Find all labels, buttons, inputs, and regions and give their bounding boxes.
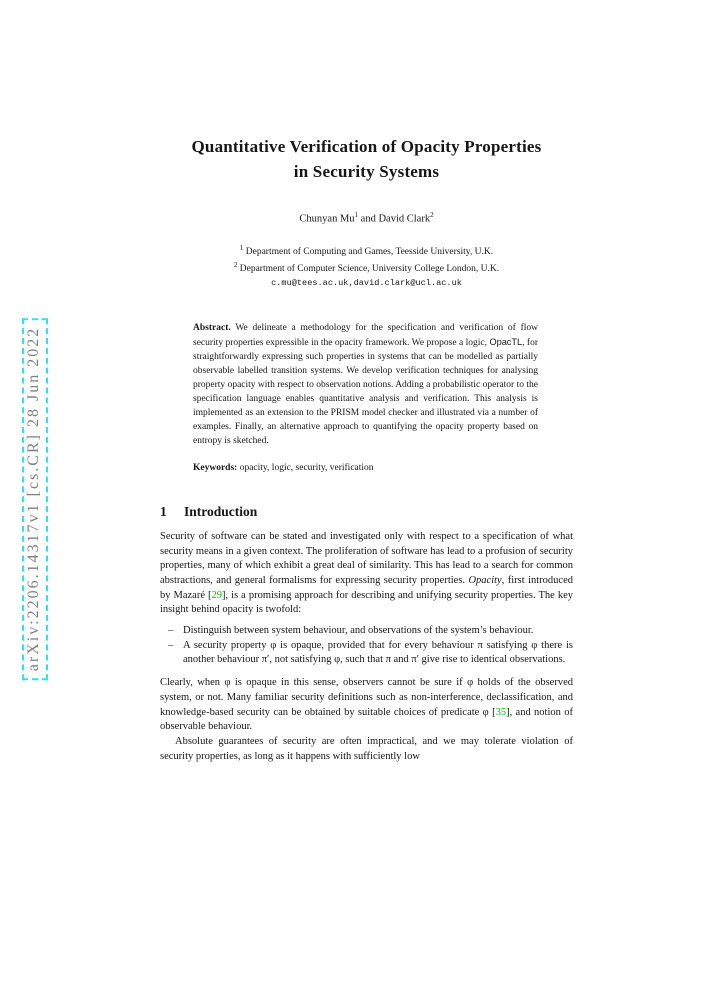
abstract (193, 321, 538, 448)
affiliation-2 (160, 259, 573, 276)
affiliation-1 (160, 242, 573, 259)
affiliation-1-mark: 1 (239, 243, 244, 252)
bullet-dash: – (168, 639, 174, 651)
title-line-2: in Security Systems (293, 162, 440, 181)
intro-p1-text-3: ], is a promising approach for describing and unifying security properties. The key insight behind opacity is twofold: (160, 589, 573, 616)
list-item (160, 639, 573, 668)
citation-35-link[interactable]: 35 (495, 706, 507, 718)
opactl-logic-name: OpacTL (489, 336, 523, 347)
abstract-text-1: We delineate a methodology for the specification and verification of flow security properties expressible in the opacity framework. We propose a logic, (193, 322, 538, 348)
affiliation-2-mark: 2 (233, 260, 238, 269)
intro-paragraph-3: Absolute guarantees of security are often impractical, and we may tolerate violation of security properties, as long as it happens with sufficiently low (160, 735, 573, 762)
intro-p2-text-1: Clearly, when φ is opaque in this sense, observers cannot be sure if φ holds of the observed system, or not. Many familiar security definitions such as non-interference, declassification, and knowledge-based security can be obtained by suitable choices of predicate φ [ (160, 677, 573, 718)
bullet-dash: – (168, 625, 174, 637)
keywords-text: opacity, logic, security, verification (237, 462, 374, 473)
intro-p1-text-2: , first introduced by Mazaré [ (160, 574, 573, 601)
affiliation-1-text: Department of Computing and Games, Teesside University, U.K. (245, 246, 494, 257)
list-item (160, 624, 573, 639)
citation-29-link[interactable]: 29 (211, 589, 223, 601)
opacity-insights-list (160, 624, 573, 668)
section-1-title: Introduction (184, 503, 258, 519)
author-connector: and (358, 213, 379, 225)
arxiv-watermark: arXiv:2206.14317v1 [cs.CR] 28 Jun 2022 (22, 318, 48, 680)
affiliation-2-text: Department of Computer Science, University College London, U.K. (239, 263, 500, 274)
intro-paragraph-2 (160, 676, 573, 735)
list-item-text: A security property φ is opaque, provided that for every behaviour π satisfying φ there is another behaviour π′, not satisfying φ, such that π and π′ give rise to identical observations. (183, 639, 573, 666)
author-2: David Clark (378, 213, 431, 225)
keywords-label: Keywords: (193, 462, 238, 473)
section-1-number: 1 (160, 503, 167, 519)
section-1-heading (160, 504, 573, 520)
list-item-text: Distinguish between system behaviour, and observations of the system’s behaviour. (183, 625, 534, 637)
author-1: Chunyan Mu (299, 213, 355, 225)
paper-content (160, 0, 573, 764)
keywords (193, 463, 538, 473)
author-2-affiliation-mark: 2 (430, 211, 434, 219)
opacity-term: Opacity (468, 574, 502, 586)
author-emails: c.mu@tees.ac.uk,david.clark@ucl.ac.uk (271, 277, 462, 288)
abstract-text-2: , for straightforwardly expressing such properties in systems that can be modelled as partially observable labelled transition systems. We develop verification techniques for analysing property opacity with respect to observation notions. Adding a probabilistic operator to the specification language enables quantitative analysis and verification. This analysis is implemented as an extension to the PRISM model checker and illustrated via a number of examples. Finally, an alternative approach to quantifying the opacity property based on entropy is sketched. (193, 337, 539, 446)
intro-paragraph-1 (160, 530, 573, 618)
author-line (160, 211, 573, 225)
title-line-1: Quantitative Verification of Opacity Properties (191, 137, 542, 156)
intro-p1-text-1: Security of software can be stated and investigated only with respect to a specification of what security means in a given context. The proliferation of software has lead to a profusion of security properties, many of which exhibit a great deal of similarity. This has lead to a search for common abstractions, and general formalisms for expressing security properties. (160, 530, 573, 586)
affiliations (160, 242, 573, 290)
abstract-label: Abstract. (193, 322, 231, 333)
intro-p2-text-2: ], and notion of observable behaviour. (160, 706, 573, 733)
paper-title (160, 134, 573, 184)
author-1-affiliation-mark: 1 (354, 211, 359, 219)
